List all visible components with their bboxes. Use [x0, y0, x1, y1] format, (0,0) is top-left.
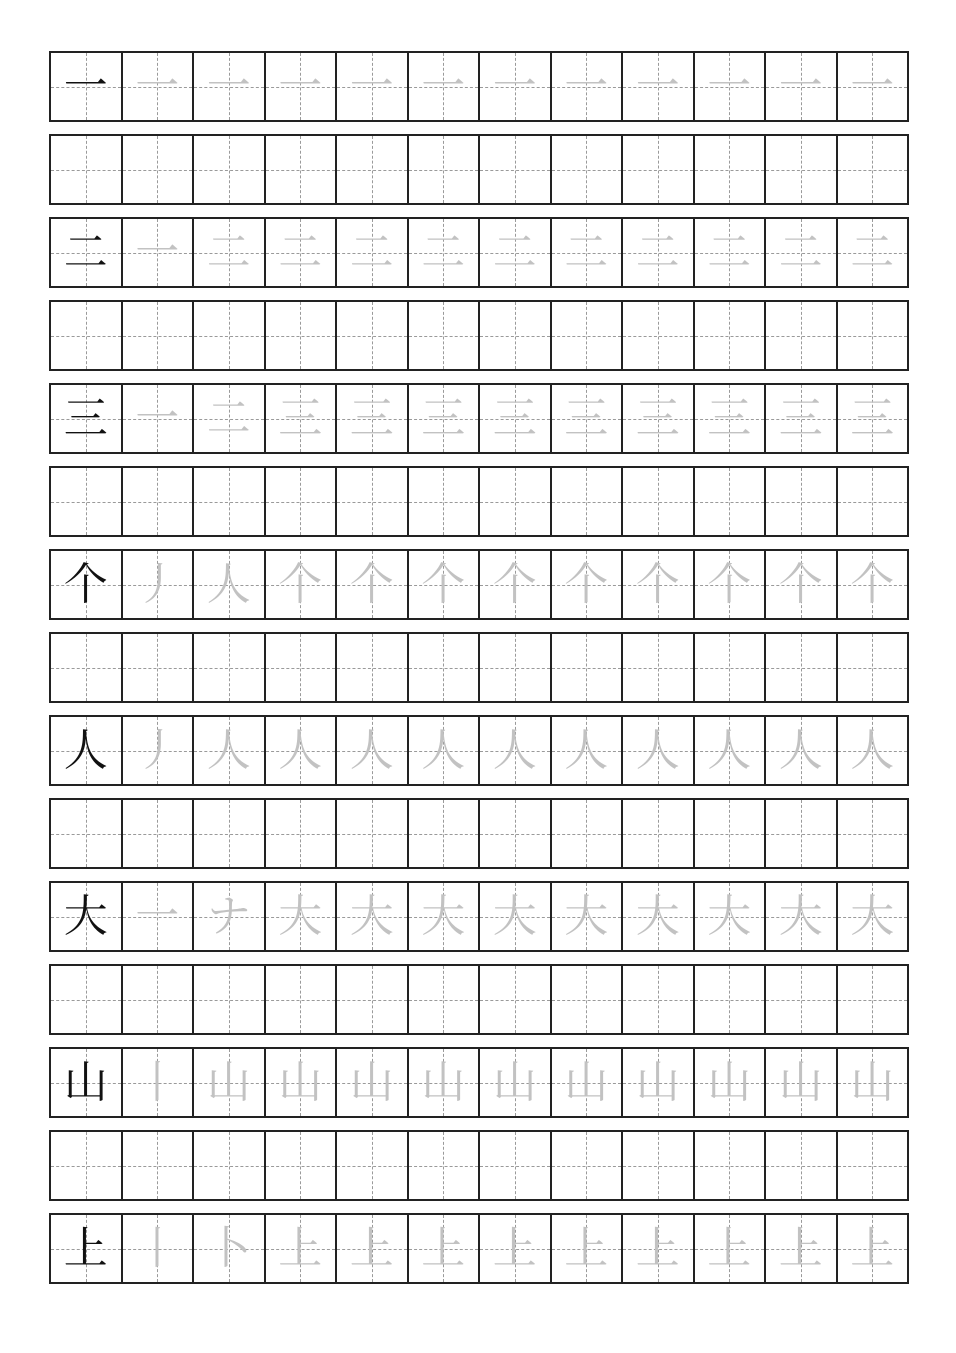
- practice-cell[interactable]: [337, 136, 409, 203]
- trace-cell[interactable]: [337, 219, 409, 286]
- trace-character: 二: [349, 226, 394, 278]
- trace-cell[interactable]: [623, 883, 695, 950]
- trace-character: 人: [206, 724, 251, 776]
- trace-cell[interactable]: [123, 53, 195, 120]
- trace-character: 二: [206, 392, 251, 444]
- trace-cell[interactable]: [123, 1215, 195, 1282]
- practice-cell[interactable]: [623, 302, 695, 369]
- practice-cell[interactable]: [623, 468, 695, 535]
- trace-cell[interactable]: [766, 53, 838, 120]
- trace-cell[interactable]: [623, 219, 695, 286]
- trace-character: 卜: [206, 1222, 251, 1274]
- trace-cell[interactable]: [337, 385, 409, 452]
- trace-character: 一: [278, 60, 323, 112]
- trace-cell[interactable]: [480, 883, 552, 950]
- trace-cell[interactable]: [123, 883, 195, 950]
- trace-character: 山: [635, 1056, 680, 1108]
- practice-cell[interactable]: [480, 1132, 552, 1199]
- trace-cell[interactable]: [266, 219, 338, 286]
- trace-row: [49, 217, 909, 288]
- trace-cell[interactable]: [480, 385, 552, 452]
- trace-cell[interactable]: [766, 551, 838, 618]
- trace-character: 人: [278, 724, 323, 776]
- trace-cell[interactable]: [480, 53, 552, 120]
- trace-character: 一: [349, 60, 394, 112]
- practice-cell[interactable]: [480, 800, 552, 867]
- trace-cell[interactable]: [623, 1215, 695, 1282]
- model-cell: [51, 1215, 123, 1282]
- model-character: 三: [63, 392, 108, 444]
- trace-cell[interactable]: [552, 551, 624, 618]
- practice-cell[interactable]: [409, 136, 481, 203]
- trace-character: 三: [564, 392, 609, 444]
- practice-cell[interactable]: [480, 634, 552, 701]
- trace-character: 大: [421, 890, 466, 942]
- trace-character: 人: [778, 724, 823, 776]
- practice-cell[interactable]: [552, 634, 624, 701]
- trace-cell[interactable]: [838, 53, 910, 120]
- trace-cell[interactable]: [766, 385, 838, 452]
- practice-cell[interactable]: [766, 634, 838, 701]
- trace-character: 一: [135, 226, 180, 278]
- practice-cell[interactable]: [266, 800, 338, 867]
- trace-cell[interactable]: [337, 53, 409, 120]
- practice-cell[interactable]: [123, 966, 195, 1033]
- trace-character: 人: [850, 724, 895, 776]
- trace-cell[interactable]: [552, 53, 624, 120]
- trace-character: 三: [349, 392, 394, 444]
- trace-character: 个: [349, 558, 394, 610]
- trace-character: 个: [421, 558, 466, 610]
- blank-practice-row: [49, 798, 909, 869]
- model-character: 大: [63, 890, 108, 942]
- trace-character: 人: [564, 724, 609, 776]
- model-cell: [51, 53, 123, 120]
- trace-character: 人: [707, 724, 752, 776]
- trace-cell[interactable]: [266, 1049, 338, 1116]
- trace-cell[interactable]: [194, 385, 266, 452]
- trace-cell[interactable]: [409, 53, 481, 120]
- practice-cell[interactable]: [766, 136, 838, 203]
- model-character: 上: [63, 1222, 108, 1274]
- trace-character: 丨: [135, 1056, 180, 1108]
- practice-cell[interactable]: [623, 1132, 695, 1199]
- trace-cell[interactable]: [766, 1215, 838, 1282]
- practice-cell[interactable]: [51, 1132, 123, 1199]
- trace-character: 一: [421, 60, 466, 112]
- trace-character: 上: [850, 1222, 895, 1274]
- trace-character: 山: [778, 1056, 823, 1108]
- practice-cell[interactable]: [194, 136, 266, 203]
- practice-cell[interactable]: [123, 634, 195, 701]
- trace-character: 上: [635, 1222, 680, 1274]
- trace-cell[interactable]: [409, 385, 481, 452]
- practice-cell[interactable]: [337, 468, 409, 535]
- trace-character: ナ: [206, 890, 251, 942]
- practice-cell[interactable]: [409, 634, 481, 701]
- trace-cell[interactable]: [766, 883, 838, 950]
- practice-cell[interactable]: [194, 800, 266, 867]
- trace-cell[interactable]: [552, 883, 624, 950]
- practice-cell[interactable]: [51, 468, 123, 535]
- blank-practice-row: [49, 300, 909, 371]
- trace-character: 山: [349, 1056, 394, 1108]
- trace-character: 二: [564, 226, 609, 278]
- trace-character: 上: [707, 1222, 752, 1274]
- trace-character: 个: [707, 558, 752, 610]
- practice-cell[interactable]: [266, 966, 338, 1033]
- trace-cell[interactable]: [409, 1049, 481, 1116]
- trace-cell[interactable]: [123, 219, 195, 286]
- practice-cell[interactable]: [480, 302, 552, 369]
- practice-cell[interactable]: [766, 966, 838, 1033]
- trace-character: 三: [635, 392, 680, 444]
- trace-cell[interactable]: [480, 1215, 552, 1282]
- trace-cell[interactable]: [838, 385, 910, 452]
- trace-row: [49, 715, 909, 786]
- trace-cell[interactable]: [552, 1049, 624, 1116]
- trace-character: 上: [778, 1222, 823, 1274]
- practice-cell[interactable]: [123, 136, 195, 203]
- trace-cell[interactable]: [480, 1049, 552, 1116]
- practice-cell[interactable]: [838, 800, 910, 867]
- trace-cell[interactable]: [409, 551, 481, 618]
- trace-cell[interactable]: [266, 1215, 338, 1282]
- practice-cell[interactable]: [337, 966, 409, 1033]
- practice-cell[interactable]: [409, 1132, 481, 1199]
- practice-cell[interactable]: [552, 136, 624, 203]
- practice-cell[interactable]: [266, 302, 338, 369]
- trace-character: 一: [564, 60, 609, 112]
- practice-cell[interactable]: [51, 966, 123, 1033]
- trace-character: 个: [564, 558, 609, 610]
- trace-row: [49, 881, 909, 952]
- trace-character: 上: [421, 1222, 466, 1274]
- trace-cell[interactable]: [766, 1049, 838, 1116]
- model-character: 二: [63, 226, 108, 278]
- practice-cell[interactable]: [695, 634, 767, 701]
- trace-character: 山: [850, 1056, 895, 1108]
- trace-character: 二: [778, 226, 823, 278]
- blank-practice-row: [49, 632, 909, 703]
- trace-character: 人: [635, 724, 680, 776]
- trace-character: 上: [349, 1222, 394, 1274]
- trace-cell[interactable]: [552, 1215, 624, 1282]
- practice-cell[interactable]: [838, 468, 910, 535]
- practice-cell[interactable]: [695, 136, 767, 203]
- model-cell: [51, 551, 123, 618]
- trace-character: 一: [778, 60, 823, 112]
- trace-character: 三: [778, 392, 823, 444]
- practice-cell[interactable]: [194, 966, 266, 1033]
- practice-cell[interactable]: [337, 634, 409, 701]
- trace-cell[interactable]: [123, 551, 195, 618]
- trace-cell[interactable]: [194, 883, 266, 950]
- trace-character: 上: [278, 1222, 323, 1274]
- trace-character: 大: [492, 890, 537, 942]
- trace-cell[interactable]: [480, 717, 552, 784]
- practice-cell[interactable]: [552, 302, 624, 369]
- practice-cell[interactable]: [123, 468, 195, 535]
- practice-cell[interactable]: [123, 1132, 195, 1199]
- trace-character: 个: [778, 558, 823, 610]
- practice-cell[interactable]: [552, 966, 624, 1033]
- practice-cell[interactable]: [337, 1132, 409, 1199]
- trace-character: 大: [778, 890, 823, 942]
- trace-character: 上: [492, 1222, 537, 1274]
- model-cell: [51, 717, 123, 784]
- practice-cell[interactable]: [266, 136, 338, 203]
- trace-character: 一: [135, 60, 180, 112]
- trace-character: 人: [492, 724, 537, 776]
- trace-character: 一: [206, 60, 251, 112]
- trace-character: 个: [492, 558, 537, 610]
- trace-row: [49, 1213, 909, 1284]
- trace-cell[interactable]: [552, 717, 624, 784]
- practice-cell[interactable]: [480, 136, 552, 203]
- trace-cell[interactable]: [623, 551, 695, 618]
- trace-character: 大: [707, 890, 752, 942]
- blank-practice-row: [49, 466, 909, 537]
- trace-cell[interactable]: [766, 219, 838, 286]
- trace-cell[interactable]: [409, 717, 481, 784]
- practice-cell[interactable]: [409, 800, 481, 867]
- trace-character: 人: [421, 724, 466, 776]
- practice-cell[interactable]: [409, 302, 481, 369]
- trace-character: 一: [135, 392, 180, 444]
- practice-cell[interactable]: [123, 800, 195, 867]
- trace-cell[interactable]: [695, 551, 767, 618]
- practice-cell[interactable]: [194, 634, 266, 701]
- trace-cell[interactable]: [409, 1215, 481, 1282]
- trace-character: 三: [278, 392, 323, 444]
- practice-cell[interactable]: [51, 136, 123, 203]
- trace-character: 人: [349, 724, 394, 776]
- practice-cell[interactable]: [766, 1132, 838, 1199]
- trace-character: 山: [564, 1056, 609, 1108]
- trace-character: 人: [206, 558, 251, 610]
- practice-cell[interactable]: [838, 136, 910, 203]
- practice-cell[interactable]: [838, 1132, 910, 1199]
- model-cell: [51, 1049, 123, 1116]
- practice-cell[interactable]: [766, 302, 838, 369]
- trace-character: 二: [278, 226, 323, 278]
- trace-cell[interactable]: [194, 1049, 266, 1116]
- trace-character: 上: [564, 1222, 609, 1274]
- trace-cell[interactable]: [409, 883, 481, 950]
- trace-character: 大: [635, 890, 680, 942]
- model-character: 山: [63, 1056, 108, 1108]
- model-cell: [51, 219, 123, 286]
- trace-cell[interactable]: [838, 1049, 910, 1116]
- trace-character: 丨: [135, 1222, 180, 1274]
- trace-cell[interactable]: [695, 1215, 767, 1282]
- trace-cell[interactable]: [623, 1049, 695, 1116]
- practice-cell[interactable]: [766, 468, 838, 535]
- trace-row: [49, 549, 909, 620]
- practice-cell[interactable]: [695, 468, 767, 535]
- trace-row: [49, 51, 909, 122]
- practice-cell[interactable]: [552, 800, 624, 867]
- trace-cell[interactable]: [123, 717, 195, 784]
- trace-character: 三: [421, 392, 466, 444]
- practice-cell[interactable]: [480, 468, 552, 535]
- practice-cell[interactable]: [623, 634, 695, 701]
- trace-cell[interactable]: [623, 717, 695, 784]
- trace-cell[interactable]: [337, 551, 409, 618]
- trace-cell[interactable]: [838, 219, 910, 286]
- trace-cell[interactable]: [838, 1215, 910, 1282]
- model-cell: [51, 883, 123, 950]
- practice-cell[interactable]: [695, 302, 767, 369]
- trace-character: 二: [421, 226, 466, 278]
- practice-cell[interactable]: [266, 634, 338, 701]
- trace-character: 山: [206, 1056, 251, 1108]
- trace-cell[interactable]: [194, 1215, 266, 1282]
- trace-character: 丿: [135, 558, 180, 610]
- trace-cell[interactable]: [480, 551, 552, 618]
- trace-cell[interactable]: [695, 385, 767, 452]
- trace-cell[interactable]: [695, 717, 767, 784]
- practice-cell[interactable]: [552, 468, 624, 535]
- trace-cell[interactable]: [266, 53, 338, 120]
- trace-character: 二: [707, 226, 752, 278]
- trace-character: 个: [850, 558, 895, 610]
- practice-sheet: [49, 51, 909, 1284]
- trace-character: 一: [707, 60, 752, 112]
- trace-cell[interactable]: [552, 385, 624, 452]
- trace-character: 山: [707, 1056, 752, 1108]
- practice-cell[interactable]: [51, 302, 123, 369]
- trace-cell[interactable]: [766, 717, 838, 784]
- trace-cell[interactable]: [623, 53, 695, 120]
- trace-cell[interactable]: [409, 219, 481, 286]
- model-character: 人: [63, 724, 108, 776]
- trace-cell[interactable]: [838, 883, 910, 950]
- practice-cell[interactable]: [766, 800, 838, 867]
- practice-cell[interactable]: [123, 302, 195, 369]
- practice-cell[interactable]: [51, 800, 123, 867]
- trace-cell[interactable]: [194, 717, 266, 784]
- practice-cell[interactable]: [838, 634, 910, 701]
- trace-character: 一: [492, 60, 537, 112]
- trace-character: 三: [850, 392, 895, 444]
- trace-cell[interactable]: [695, 883, 767, 950]
- trace-cell[interactable]: [552, 219, 624, 286]
- trace-cell[interactable]: [123, 385, 195, 452]
- practice-cell[interactable]: [623, 800, 695, 867]
- trace-character: 一: [135, 890, 180, 942]
- blank-practice-row: [49, 964, 909, 1035]
- practice-cell[interactable]: [194, 1132, 266, 1199]
- model-character: 个: [63, 558, 108, 610]
- practice-cell[interactable]: [480, 966, 552, 1033]
- trace-character: 三: [707, 392, 752, 444]
- trace-character: 一: [635, 60, 680, 112]
- blank-practice-row: [49, 134, 909, 205]
- trace-character: 大: [564, 890, 609, 942]
- trace-cell[interactable]: [623, 385, 695, 452]
- practice-cell[interactable]: [409, 468, 481, 535]
- trace-character: 一: [850, 60, 895, 112]
- practice-cell[interactable]: [838, 966, 910, 1033]
- practice-cell[interactable]: [266, 1132, 338, 1199]
- practice-cell[interactable]: [337, 800, 409, 867]
- trace-cell[interactable]: [266, 883, 338, 950]
- trace-cell[interactable]: [695, 219, 767, 286]
- trace-cell[interactable]: [194, 551, 266, 618]
- trace-cell[interactable]: [194, 53, 266, 120]
- trace-cell[interactable]: [838, 717, 910, 784]
- trace-cell[interactable]: [695, 53, 767, 120]
- trace-row: [49, 383, 909, 454]
- practice-cell[interactable]: [695, 966, 767, 1033]
- trace-character: 山: [421, 1056, 466, 1108]
- practice-cell[interactable]: [409, 966, 481, 1033]
- trace-cell[interactable]: [337, 1049, 409, 1116]
- trace-cell[interactable]: [337, 883, 409, 950]
- trace-cell[interactable]: [695, 1049, 767, 1116]
- practice-cell[interactable]: [838, 302, 910, 369]
- model-cell: [51, 385, 123, 452]
- trace-character: 二: [850, 226, 895, 278]
- trace-cell[interactable]: [194, 219, 266, 286]
- trace-character: 山: [278, 1056, 323, 1108]
- practice-cell[interactable]: [695, 1132, 767, 1199]
- trace-cell[interactable]: [337, 1215, 409, 1282]
- trace-character: 个: [635, 558, 680, 610]
- trace-character: 大: [349, 890, 394, 942]
- practice-cell[interactable]: [194, 468, 266, 535]
- practice-cell[interactable]: [695, 800, 767, 867]
- trace-row: [49, 1047, 909, 1118]
- trace-cell[interactable]: [266, 717, 338, 784]
- trace-character: 大: [278, 890, 323, 942]
- trace-character: 个: [278, 558, 323, 610]
- practice-cell[interactable]: [623, 966, 695, 1033]
- blank-practice-row: [49, 1130, 909, 1201]
- trace-character: 大: [850, 890, 895, 942]
- practice-cell[interactable]: [623, 136, 695, 203]
- trace-character: 丿: [135, 724, 180, 776]
- practice-cell[interactable]: [552, 1132, 624, 1199]
- trace-character: 三: [492, 392, 537, 444]
- practice-cell[interactable]: [337, 302, 409, 369]
- trace-character: 二: [206, 226, 251, 278]
- trace-character: 山: [492, 1056, 537, 1108]
- trace-cell[interactable]: [266, 551, 338, 618]
- trace-cell[interactable]: [838, 551, 910, 618]
- practice-cell[interactable]: [51, 634, 123, 701]
- practice-cell[interactable]: [266, 468, 338, 535]
- trace-cell[interactable]: [337, 717, 409, 784]
- trace-cell[interactable]: [266, 385, 338, 452]
- trace-character: 二: [635, 226, 680, 278]
- trace-cell[interactable]: [123, 1049, 195, 1116]
- model-character: 一: [63, 60, 108, 112]
- trace-character: 二: [492, 226, 537, 278]
- trace-cell[interactable]: [480, 219, 552, 286]
- practice-cell[interactable]: [194, 302, 266, 369]
